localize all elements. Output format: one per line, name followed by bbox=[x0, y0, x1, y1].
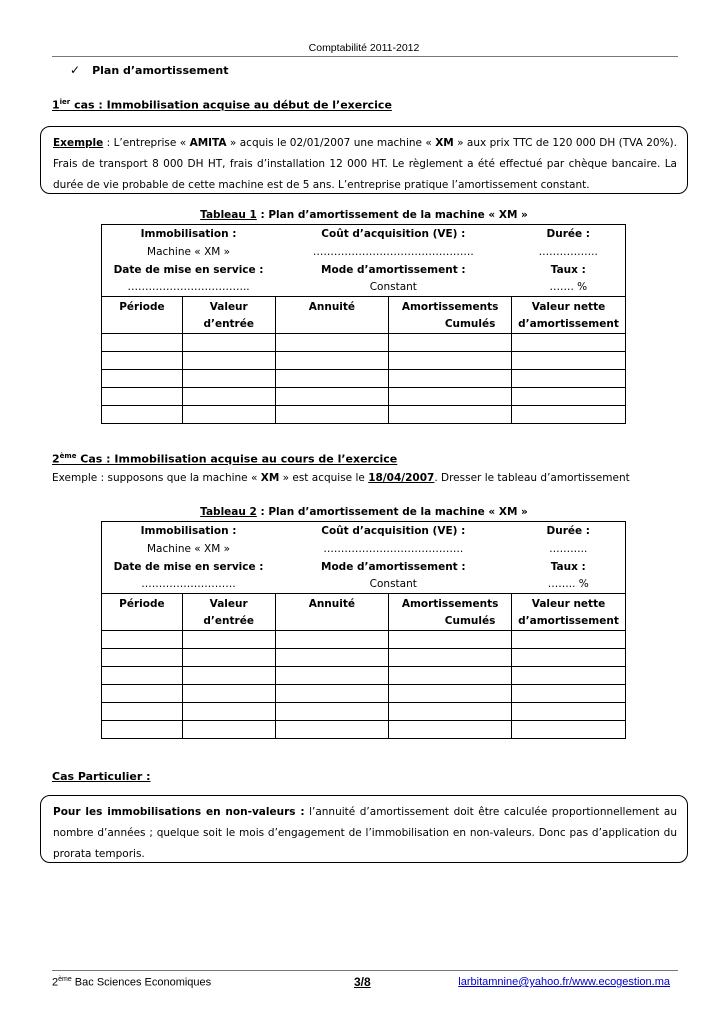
table-row bbox=[102, 703, 626, 721]
table-header-row bbox=[102, 297, 626, 334]
table-row bbox=[102, 649, 626, 667]
table-row bbox=[102, 667, 626, 685]
mode-label: Mode d’amortissement : bbox=[321, 560, 466, 573]
taux-value: ……. % bbox=[512, 279, 626, 297]
section-title-text: Plan d’amortissement bbox=[92, 64, 229, 77]
col-annuite: Annuité bbox=[275, 594, 389, 631]
case1-example-box: Exemple : L’entreprise « AMITA » acquis le 02/01/2007 une machine « XM » aux prix TTC de 120 000 DH (TVA 20%). Frais de transport 8 000 DH HT, frais d’installation 12 000 HT. Le règlement a été effectué par chèque bancaire. La durée de vie probable de cette machine est de 5 ans. L’entreprise pratique l’amortissement constant. bbox=[40, 126, 688, 194]
duree-value: ……….. bbox=[512, 540, 626, 558]
date-label: Date de mise en service : bbox=[102, 558, 276, 576]
cas-particulier-box bbox=[40, 795, 688, 863]
table1 bbox=[101, 224, 626, 424]
cout-label: Coût d’acquisition (VE) : bbox=[275, 522, 511, 540]
col-amortissements-cumules: Amortissements Cumulés bbox=[389, 297, 512, 334]
taux-label: Taux : bbox=[512, 558, 626, 576]
checkmark-icon: ✓ bbox=[70, 63, 81, 77]
table2 bbox=[101, 521, 626, 739]
table2-title: Tableau 2 : Plan d’amortissement de la machine « XM » bbox=[200, 506, 528, 518]
cout-value: ………………………………………. bbox=[312, 245, 474, 258]
date-label: Date de mise en service : bbox=[102, 261, 276, 279]
cas-particulier-title: Cas Particulier : bbox=[52, 770, 151, 783]
col-periode: Période bbox=[102, 594, 183, 631]
page-number: 3/8 bbox=[354, 975, 371, 989]
table-row bbox=[102, 352, 626, 370]
footer-link[interactable]: larbitamnine@yahoo.fr/www.ecogestion.ma bbox=[458, 976, 670, 988]
col-valeur-entree: Valeur d’entrée bbox=[182, 297, 275, 334]
col-valeur-entree: Valeur d’entrée bbox=[182, 594, 275, 631]
taux-label: Taux : bbox=[512, 261, 626, 279]
page-header: Comptabilité 2011-2012 bbox=[308, 42, 420, 54]
immob-value: Machine « XM » bbox=[102, 540, 276, 558]
mode-value: Constant bbox=[369, 578, 417, 591]
particulier-text: l’annuité d’amortissement doit être calculée proportionnellement au nombre d’années ; quelque soit le mois d’engagement de l’immobilisation en non-valeurs. Donc pas d’application du prorata temporis. bbox=[53, 806, 677, 860]
table-row bbox=[102, 334, 626, 352]
immob-label: Immobilisation : bbox=[102, 225, 276, 243]
section-title bbox=[70, 63, 229, 77]
duree-label: Durée : bbox=[512, 522, 626, 540]
table-row bbox=[102, 631, 626, 649]
case1-title: $1^{ier}$ cas : Immobilisation acquise au début de l’exercice bbox=[52, 98, 392, 112]
mode-label: Mode d’amortissement : bbox=[321, 263, 466, 276]
taux-value: …….. % bbox=[512, 576, 626, 594]
col-valeur-nette: Valeur nette d’amortissement bbox=[512, 297, 626, 334]
footer-class: 2ème Bac Sciences Economiques bbox=[52, 976, 212, 989]
cout-label: Coût d’acquisition (VE) : bbox=[275, 225, 511, 243]
immob-label: Immobilisation : bbox=[102, 522, 276, 540]
duree-label: Durée : bbox=[512, 225, 626, 243]
table-row bbox=[102, 370, 626, 388]
date-value: …………………………….. bbox=[102, 279, 276, 297]
table-row bbox=[102, 721, 626, 739]
particulier-bold: Pour les immobilisations en non-valeurs : bbox=[53, 806, 305, 818]
table-header-row bbox=[102, 594, 626, 631]
col-valeur-nette: Valeur nette d’amortissement bbox=[512, 594, 626, 631]
table1-title: Tableau 1 : Plan d’amortissement de la machine « XM » bbox=[200, 209, 528, 221]
table-row bbox=[102, 406, 626, 424]
table-row bbox=[102, 388, 626, 406]
case2-title: 2ème Cas : Immobilisation acquise au cours de l’exercice bbox=[52, 452, 398, 466]
case2-example: Exemple : supposons que la machine « XM » est acquise le 18/04/2007. Dresser le tableau d’amortissement bbox=[52, 472, 630, 484]
table-row bbox=[102, 685, 626, 703]
immob-value: Machine « XM » bbox=[102, 243, 276, 261]
col-annuite: Annuité bbox=[275, 297, 389, 334]
date-value: ……………………… bbox=[102, 576, 276, 594]
header-rule bbox=[52, 56, 678, 57]
col-periode: Période bbox=[102, 297, 183, 334]
duree-value: …………….. bbox=[512, 243, 626, 261]
acquisition-date: 18/04/2007 bbox=[368, 472, 435, 484]
cout-value: …………………………………. bbox=[323, 542, 464, 555]
example-label: Exemple bbox=[53, 137, 104, 149]
page-footer bbox=[52, 970, 678, 989]
mode-value: Constant bbox=[369, 281, 417, 294]
col-amortissements-cumules: Amortissements Cumulés bbox=[389, 594, 512, 631]
